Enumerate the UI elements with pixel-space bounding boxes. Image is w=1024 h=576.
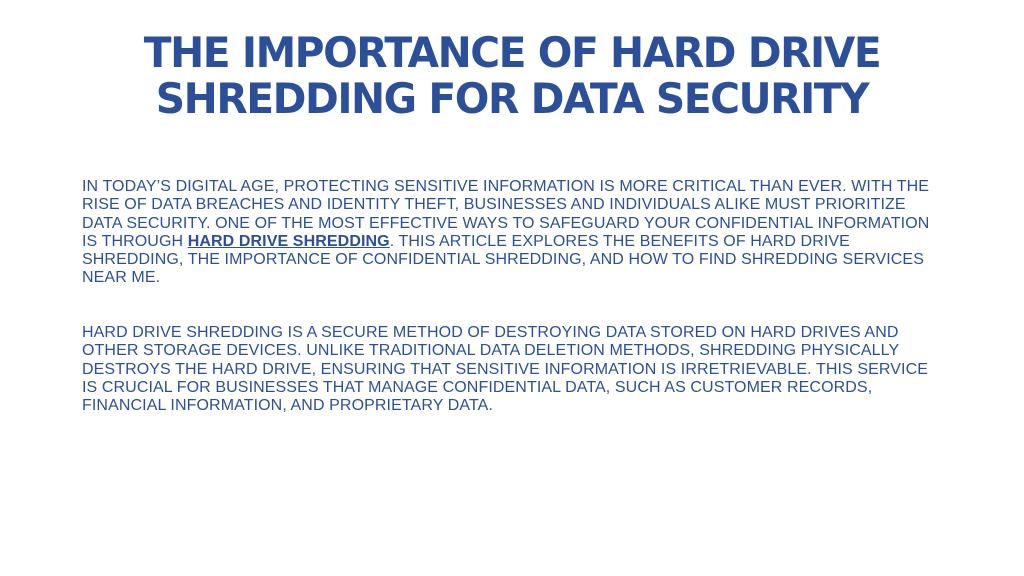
hard-drive-shredding-link[interactable]: HARD DRIVE SHREDDING [187, 232, 390, 250]
title-line-2: SHREDDING FOR DATA SECURITY [155, 74, 869, 123]
definition-paragraph: HARD DRIVE SHREDDING IS A SECURE METHOD OF DESTROYING DATA STORED ON HARD DRIVES AND OTHER STORAGE DEVICES. UNLIKE TRADITIONAL DATA DELETION METHODS, SHREDDING PHYSICALLY DESTROYS THE HARD DRIVE, ENSURING THAT SENSITIVE INFORMATION IS IRRETRIEVABLE. THIS SERVICE IS CRUCIAL FOR BUSINESSES THAT MANAGE CONFIDENTIAL DATA, SUCH AS CUSTOMER RECORDS, FINANCIAL INFORMATION, AND PROPRIETARY DATA. [82, 324, 928, 415]
intro-text-start: IN TODAY’S DIGITAL AGE, PROTECTING SENSITIVE INFORMATION IS MORE CRITICAL THAN EVER. WITH THE RISE OF DATA BREACHES AND IDENTITY THEFT, BUSINESSES AND INDIVIDUALS ALIKE MUST PRIORITIZE DATA SECURITY. ONE OF THE MOST EFFECTIVE WAYS TO SAFEGUARD YOUR CONFIDENTIAL INFORMATION IS THROUGH [82, 178, 930, 250]
intro-text-end: . THIS ARTICLE EXPLORES THE BENEFITS OF HARD DRIVE SHREDDING, THE IMPORTANCE OF CONFIDENTIAL SHREDDING, AND HOW TO FIND SHREDDING SERVICES NEAR ME. [82, 232, 924, 287]
title-line-1: THE IMPORTANCE OF HARD DRIVE [143, 28, 881, 77]
intro-paragraph [82, 178, 942, 288]
page-title [0, 30, 1024, 122]
